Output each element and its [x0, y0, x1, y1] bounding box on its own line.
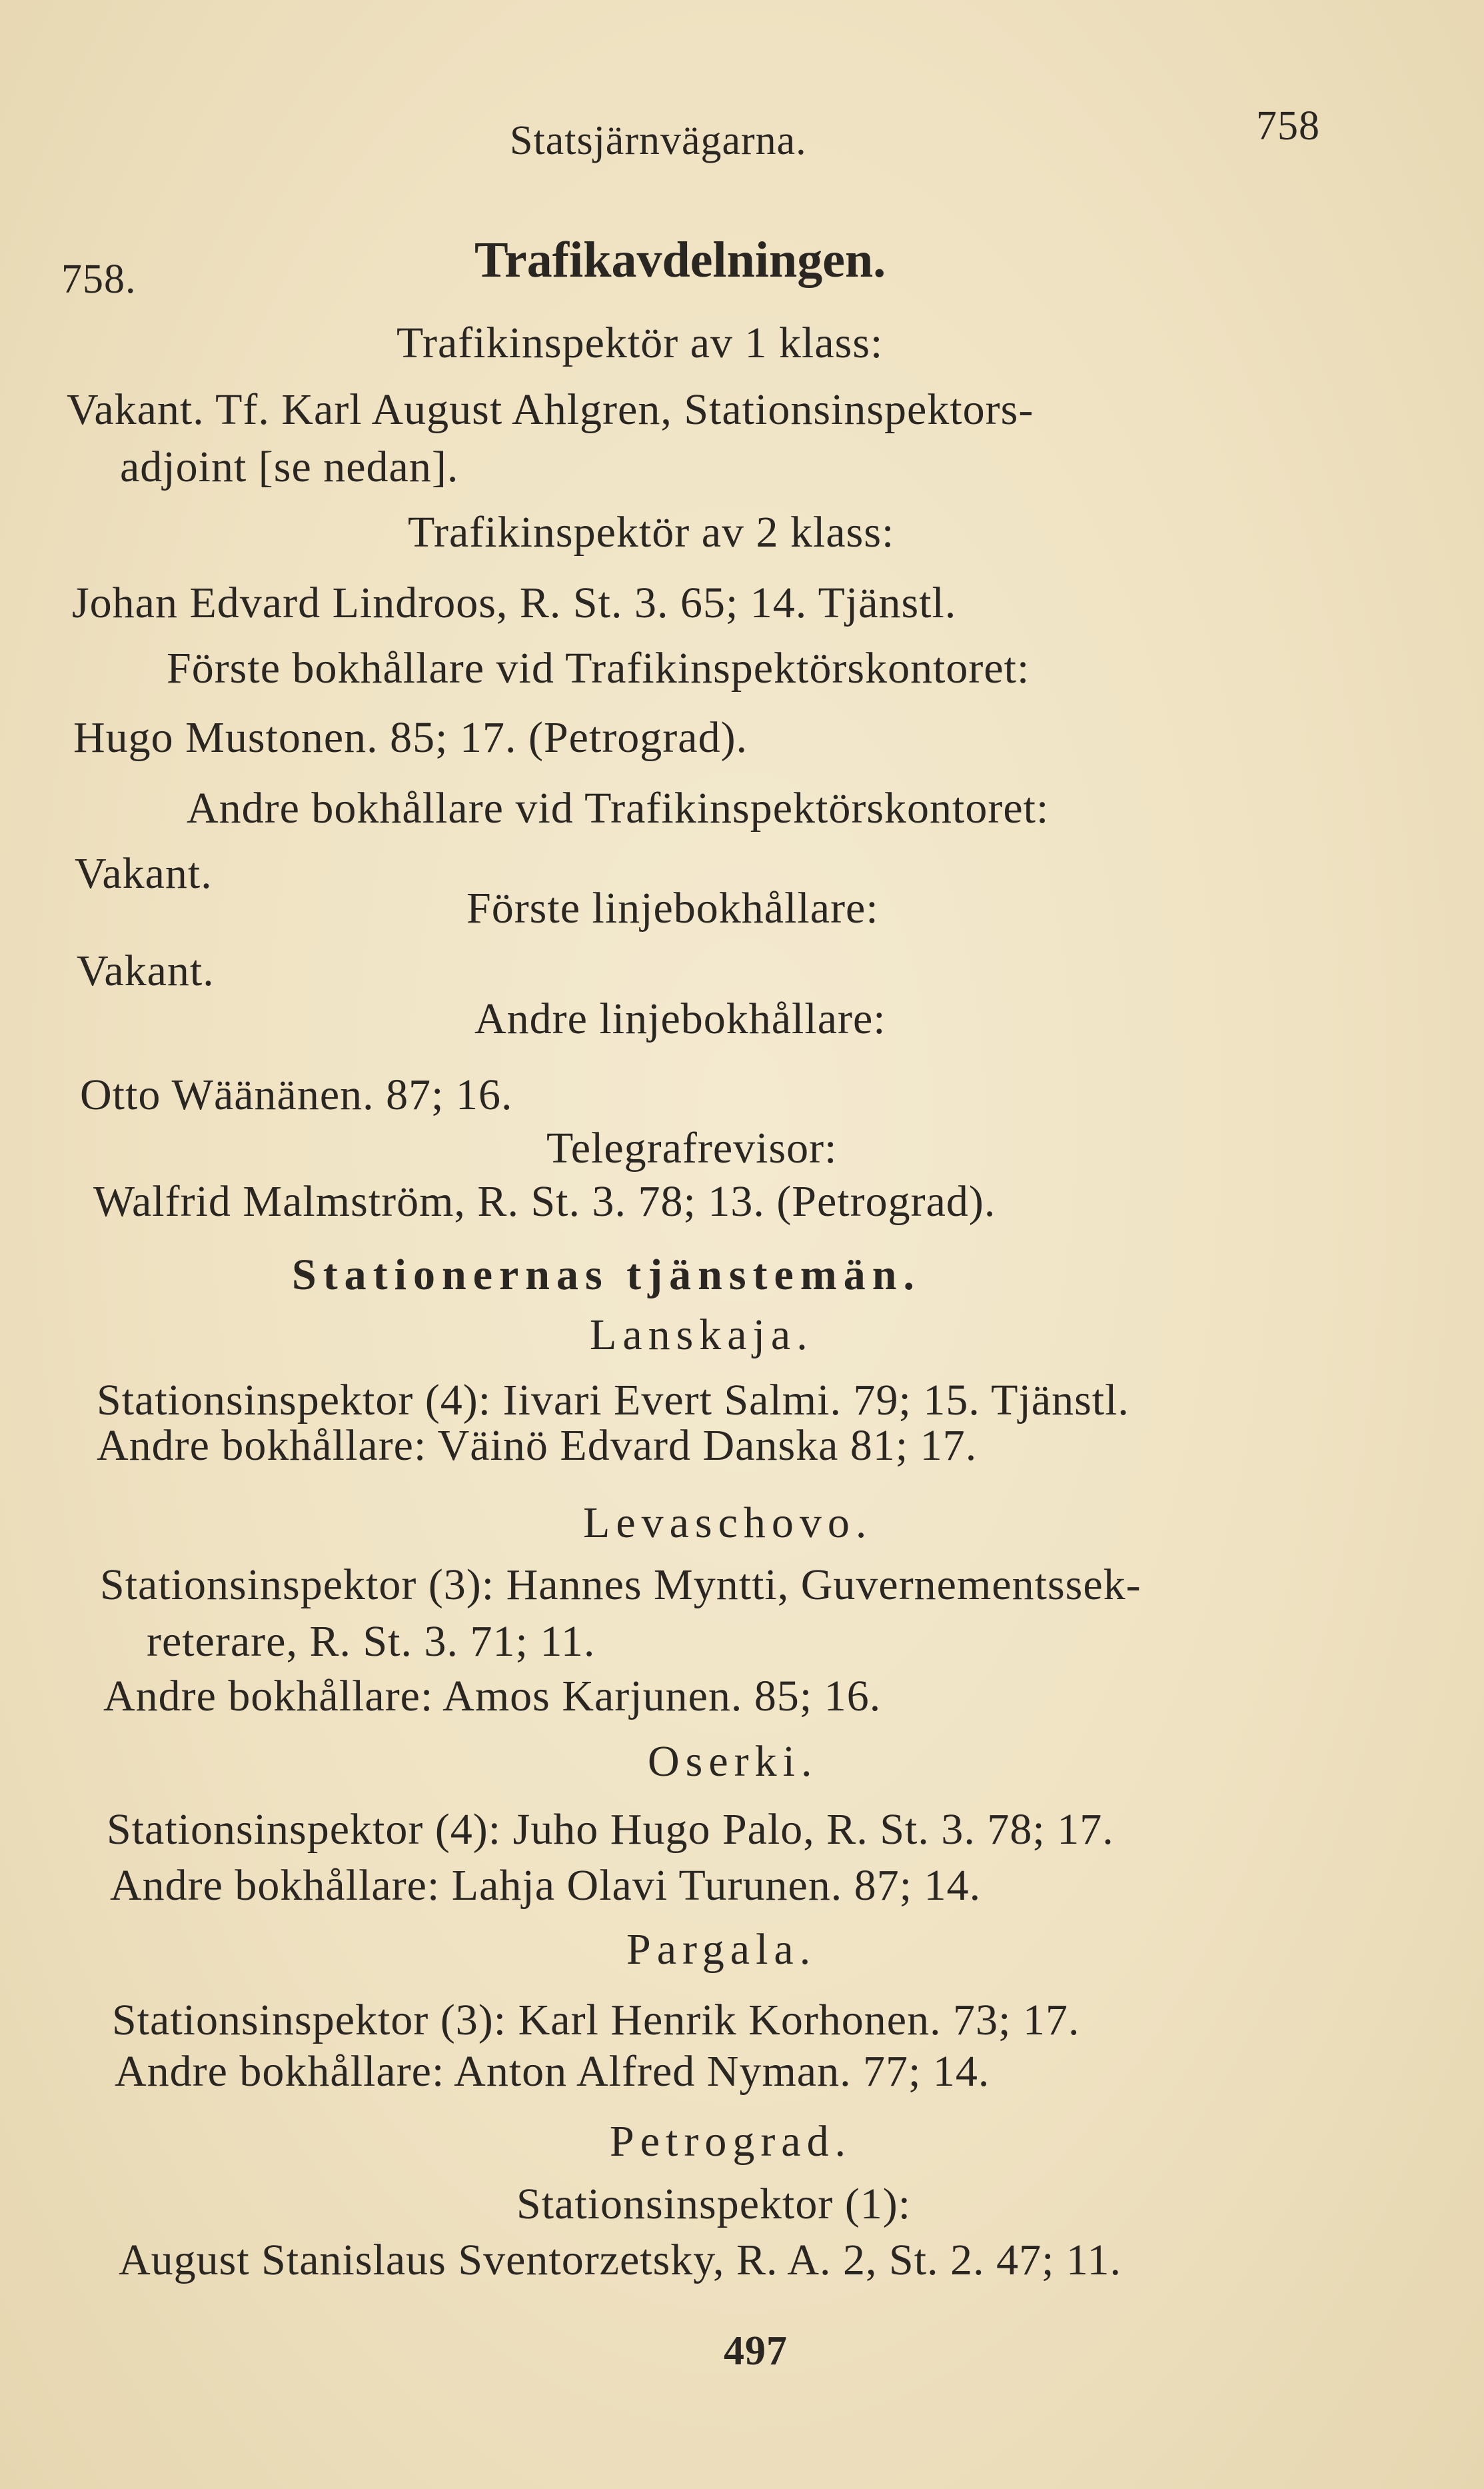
folio-number: 497 [724, 2328, 788, 2374]
entry-line: Stationsinspektor (3): Hannes Myntti, Guvernementssek- [100, 1560, 1141, 1609]
entry-line: August Stanislaus Sventorzetsky, R. A. 2, St. 2. 47; 11. [119, 2236, 1121, 2284]
station-heading-pargala: Pargala. [626, 1925, 817, 1974]
entry-line: Johan Edvard Lindroos, R. St. 3. 65; 14. Tjänstl. [72, 579, 957, 627]
entry-line: Vakant. [75, 849, 213, 898]
entry-line: Stationsinspektor (4): Juho Hugo Palo, R. St. 3. 78; 17. [107, 1805, 1114, 1854]
entry-line: Otto Wäänänen. 87; 16. [80, 1071, 513, 1119]
section-number: 758. [61, 257, 137, 302]
station-heading-levaschovo: Levaschovo. [583, 1498, 873, 1547]
subheading-forste-bokhallare: Förste bokhållare vid Trafikinspektörskontoret: [167, 644, 1030, 693]
page-number: 758 [1256, 103, 1320, 149]
entry-line: Hugo Mustonen. 85; 17. (Petrograd). [73, 713, 748, 762]
subheading-trafikinspektor-2: Trafikinspektör av 2 klass: [408, 508, 895, 557]
station-heading-petrograd: Petrograd. [610, 2117, 852, 2166]
entry-line: Vakant. Tf. Karl August Ahlgren, Stationsinspektors- [67, 385, 1034, 434]
section-title: Trafikavdelningen. [474, 232, 886, 288]
entry-line: Andre bokhållare: Amos Karjunen. 85; 16. [103, 1672, 882, 1720]
entry-line: Andre bokhållare: Väinö Edvard Danska 81; 17. [97, 1421, 978, 1470]
subheading-telegrafrevisor: Telegrafrevisor: [546, 1124, 838, 1173]
entry-line: Stationsinspektor (4): Iivari Evert Salmi. 79; 15. Tjänstl. [97, 1376, 1129, 1424]
subheading-andre-linjebokhallare: Andre linjebokhållare: [474, 995, 886, 1043]
station-heading-oserki: Oserki. [648, 1737, 818, 1786]
subheading-stationsinspektor-1: Stationsinspektor (1): [516, 2180, 912, 2228]
running-title: Statsjärnvägarna. [510, 118, 807, 163]
heading-stationernas-tjanstemän: Stationernas tjänstemän. [292, 1250, 921, 1299]
entry-line: Vakant. [77, 947, 215, 995]
entry-line: Walfrid Malmström, R. St. 3. 78; 13. (Petrograd). [93, 1177, 996, 1226]
entry-line: Stationsinspektor (3): Karl Henrik Korhonen. 73; 17. [112, 1996, 1080, 2044]
subheading-trafikinspektor-1: Trafikinspektör av 1 klass: [396, 319, 884, 367]
entry-line: adjoint [se nedan]. [120, 443, 459, 491]
subheading-andre-bokhallare: Andre bokhållare vid Trafikinspektörskontoret: [187, 784, 1050, 833]
entry-line: Andre bokhållare: Lahja Olavi Turunen. 87; 14. [110, 1861, 982, 1910]
entry-line: reterare, R. St. 3. 71; 11. [147, 1617, 596, 1666]
station-heading-lanskaja: Lanskaja. [590, 1310, 814, 1359]
subheading-forste-linjebokhallare: Förste linjebokhållare: [466, 884, 879, 933]
entry-line: Andre bokhållare: Anton Alfred Nyman. 77; 14. [115, 2047, 990, 2096]
